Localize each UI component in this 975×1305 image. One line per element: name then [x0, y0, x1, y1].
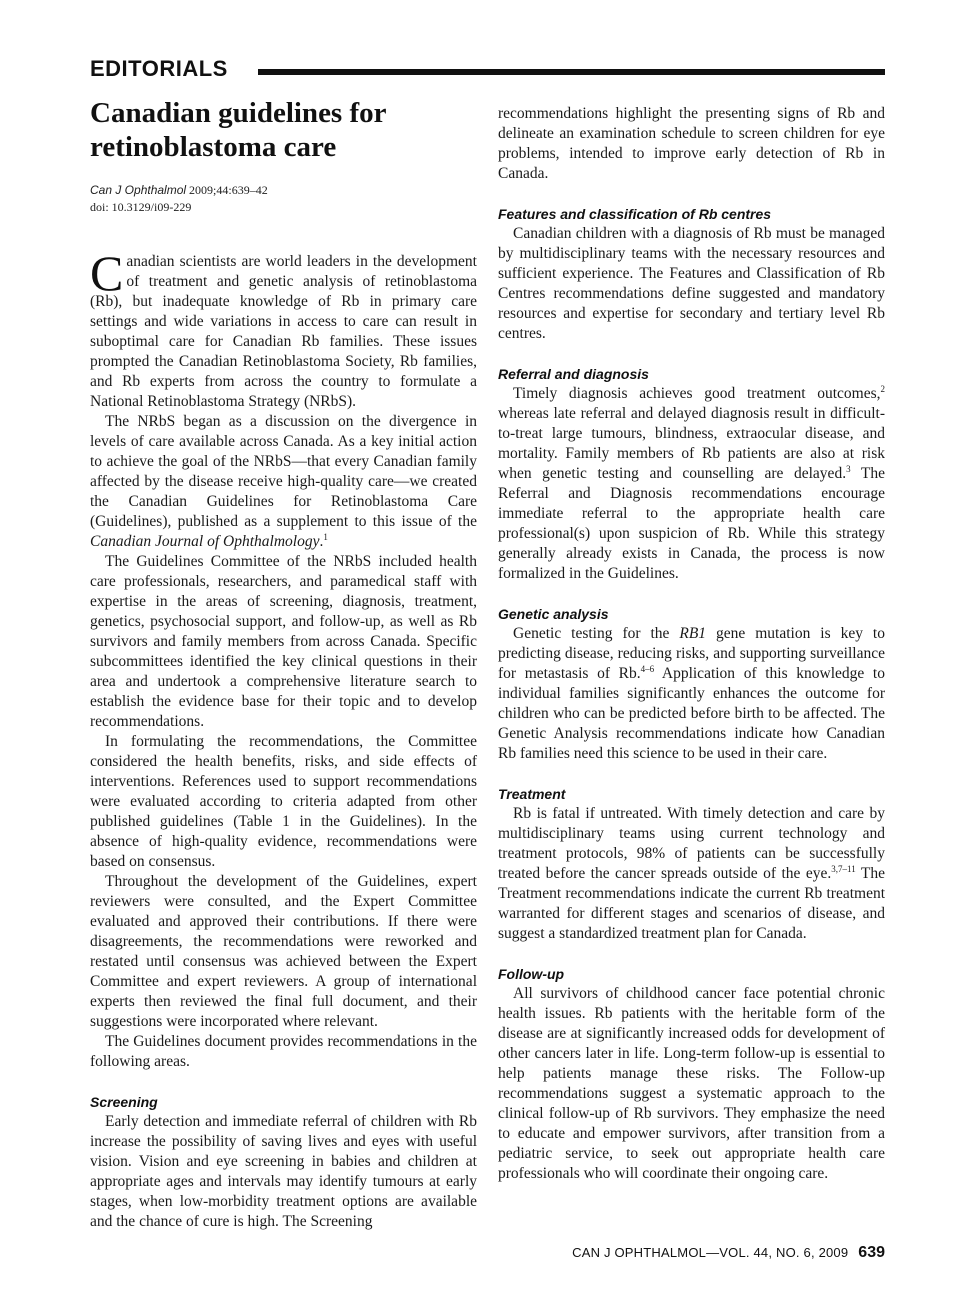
- journal-name: Canadian Journal of Ophthalmology: [90, 533, 320, 550]
- paragraph-referral: Timely diagnosis achieves good treatment outcomes,$^2$ whereas late referral and delayed diagnosis result in difficult-to-treat large tumours, blindness, extraocular disease, and mortality. Family members of Rb patients are also at risk when genetic testing and counselling are delayed.$^3$ The Referral and Diagnosis recommendations encourage immediate referral to the appropriate health care professional(s) upon suspicion of Rb. While this strategy generally already exists in Canada, the process is now formalized in the Guidelines.: [498, 383, 885, 582]
- drop-cap: C: [90, 245, 124, 301]
- intro-paragraph: [90, 245, 477, 412]
- header-rule: [258, 69, 885, 75]
- intro-text: anadian scientists are world leaders in the development of treatment and genetic analysis of retinoblastoma (Rb), but inadequate knowledge of Rb in primary care settings and wide variations in access to care can result in suboptimal care for Canadian Rb families. These issues prompted the Canadian Retinoblastoma Society, Rb families, and Rb experts from across the country to formulate a National Retinoblastoma Strategy (NRbS).: [90, 253, 477, 410]
- page-number: 639: [858, 1244, 885, 1261]
- heading-referral: Referral and diagnosis: [498, 366, 649, 382]
- right-column: [498, 104, 885, 1184]
- left-column: [90, 96, 477, 1232]
- heading-features: Features and classification of Rb centres: [498, 206, 772, 222]
- paragraph-committee: The Guidelines Committee of the NRbS included health care professionals, researchers, and paramedical staff with expertise in the areas of screening, diagnosis, treatment, genetics, psychosocial support, and follow-up, as well as Rb survivors and family members from across Canada. Specific subcommittees identified the key clinical questions in their area and undertook a comprehensive literature search to establish the evidence base for their topic and to develop recommendations.: [90, 553, 477, 730]
- citation-block: [90, 182, 477, 216]
- footer-journal-line: CAN J OPHTHALMOL—VOL. 44, NO. 6, 2009: [572, 1245, 849, 1260]
- reference-marker: 3,7–11: [831, 863, 856, 874]
- page-footer: [572, 1244, 885, 1262]
- paragraph-formulating: In formulating the recommendations, the Committee considered the health benefits, risks, and side effects of interventions. References used to support recommendations were evaluated according to criteria adapted from other published guidelines (Table 1 in the Guidelines). In the absence of high-quality evidence, recommendations were based on consensus.: [90, 733, 477, 870]
- paragraph-areas: The Guidelines document provides recommendations in the following areas.: [90, 1033, 477, 1070]
- citation-doi: doi: 10.3129/i09-229: [90, 200, 192, 214]
- heading-treatment: Treatment: [498, 786, 566, 802]
- article-title: Canadian guidelines for retinoblastoma care: [90, 97, 386, 163]
- citation-line: [90, 182, 477, 199]
- reference-marker: 4–6: [640, 663, 655, 674]
- paragraph-genetic: Genetic testing for the RB1 gene mutation is key to predicting disease, reducing risks, and supporting surveillance for metastasis of Rb.$^{4-6}$ Application of this knowledge to individual families significantly enhances the outcome for children who can be predicted before birth to be affected. The Genetic Analysis recommendations indicate how Canadian Rb families need this science to be used in their care.: [498, 625, 885, 762]
- paragraph-nrbs: The NRbS began as a discussion on the divergence in levels of care available across Canada. As a key initial action to achieve the goal of the NRbS—that every Canadian family affected by the disease receive high-quality care—we created the Canadian Guidelines for Retinoblastoma Care (Guidelines), published as a supplement to this issue of the Canadian Journal of Ophthalmology.$^1$: [90, 413, 477, 550]
- paragraph-screening: Early detection and immediate referral of children with Rb increase the possibility of saving lives and eyes with useful vision. Vision and eye screening in babies and children at appropriate ages and intervals may identify tumours at early stages, when low-morbidity treatment options are available and the chance of cure is high. The Screening: [90, 1113, 477, 1230]
- section-header: [90, 56, 885, 86]
- paragraph-development: Throughout the development of the Guidelines, expert reviewers were consulted, and the Expert Committee evaluated and approved their contributions. If there were disagreements, the recommendations were reworked and restated until consensus was achieved between the Expert Committee and expert reviewers. A group of international experts then reviewed the final full document, and their suggestions were incorporated where relevant.: [90, 873, 477, 1030]
- heading-genetic: Genetic analysis: [498, 606, 609, 622]
- reference-marker: 3: [846, 463, 851, 474]
- gene-name: RB1: [679, 625, 707, 642]
- paragraph-screening-cont: recommendations highlight the presenting signs of Rb and delineate an examination schedule to screen children for eye problems, intended to improve early detection of Rb in Canada.: [498, 105, 885, 182]
- section-label: EDITORIALS: [90, 56, 228, 81]
- citation-journal: Can J Ophthalmol: [90, 183, 187, 197]
- reference-marker: 1: [323, 531, 328, 542]
- heading-followup: Follow-up: [498, 966, 565, 982]
- paragraph-treatment: Rb is fatal if untreated. With timely detection and care by multidisciplinary teams using current technology and treatment protocols, 98% of patients can be successfully treated before the cancer spreads outside of the eye.$^{3,7-11}$ The Treatment recommendations indicate the current Rb treatment warranted for different stages and scenarios of disease, and suggest a standardized treatment plan for Canada.: [498, 805, 885, 942]
- paragraph-followup: All survivors of childhood cancer face potential chronic health issues. Rb patients with the heritable form of the disease are at significantly increased odds for development of other cancers later in life. Long-term follow-up is essential to help patients manage these risks. The Follow-up recommendations suggest a systematic approach to the clinical follow-up of Rb survivors. They emphasize the need to educate and empower survivors, after transition from a pediatric service, to seek out appropriate health care professionals who will coordinate their ongoing care.: [498, 985, 885, 1182]
- paragraph-features: Canadian children with a diagnosis of Rb must be managed by multidisciplinary teams with the necessary resources and sufficient experience. The Features and Classification of Rb Centres recommendations define suggested and mandatory resources and expertise for secondary and tertiary level Rb centres.: [498, 225, 885, 342]
- reference-marker: 2: [880, 383, 885, 394]
- heading-screening: Screening: [90, 1094, 158, 1110]
- citation-details: 2009;44:639–42: [189, 183, 268, 197]
